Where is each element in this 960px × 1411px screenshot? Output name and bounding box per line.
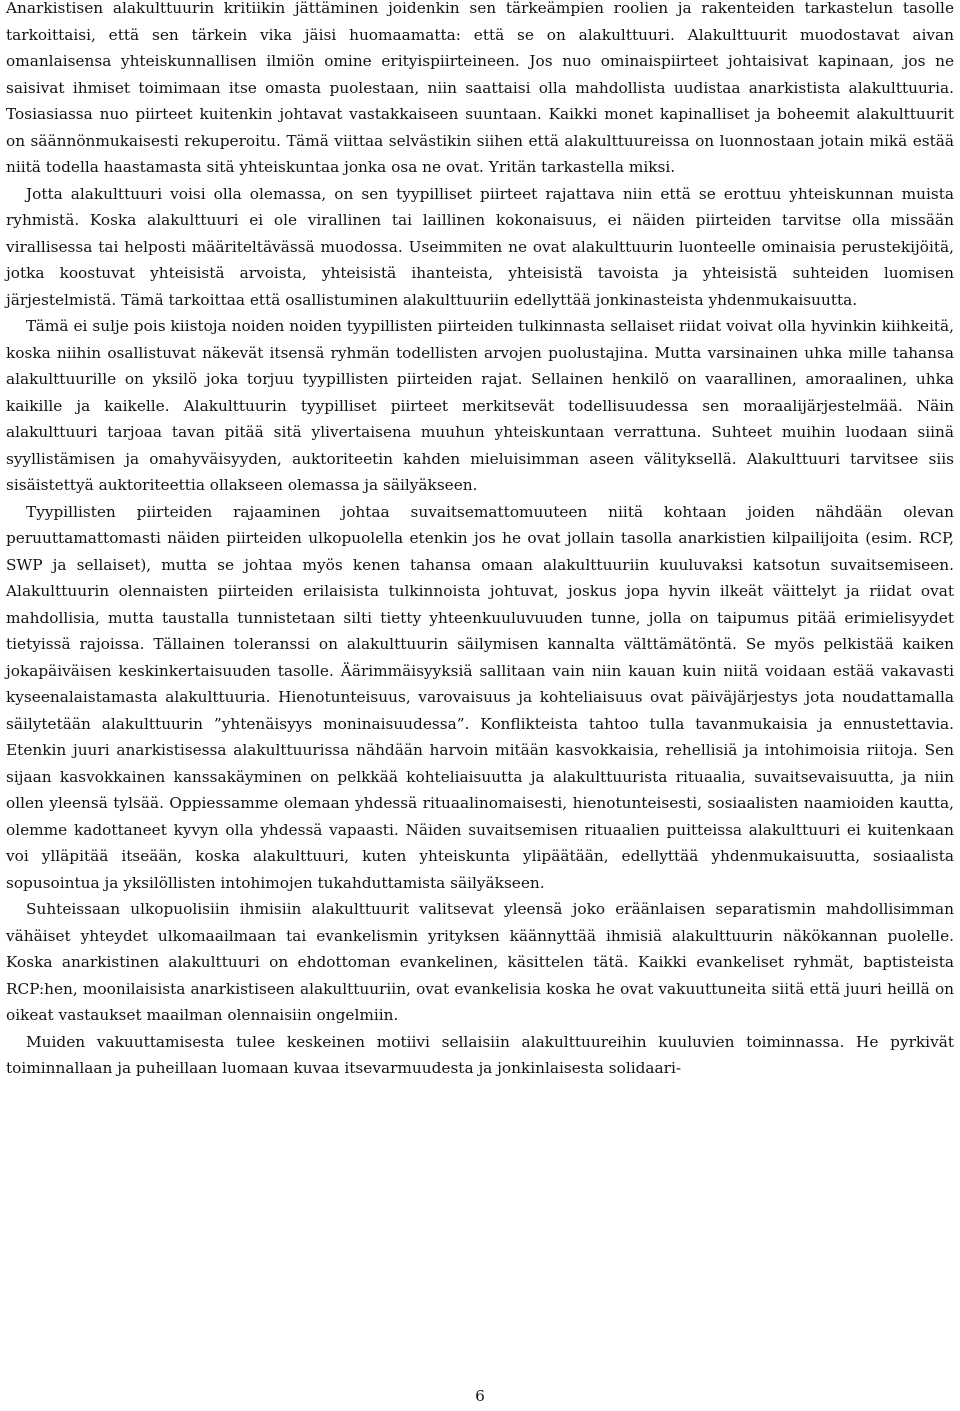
paragraph-3: Tämä ei sulje pois kiistoja noiden noiden tyypillisten piirteiden tulkinnasta sellaiset riidat voivat olla hyvinkin kiihkeitä, koska niihin osallistuvat näkevät itsensä ryhmän todellisten arvojen puolustajina. Mutta varsinainen uhka mille tahansa alakulttuurille on yksilö joka torjuu tyypillisten piirteiden rajat. Sellainen henkilö on vaarallinen, amoraalinen, uhka kaikille ja kaikelle. Alakulttuurin tyypilliset piirteet merkitsevät todellisuudessa sen moraalijärjestelmää. Näin alakulttuuri tarjoaa tavan pitää sitä ylivertaisena muuhun yhteiskuntaan verrattuna. Suhteet muihin luodaan siinä syyllistämisen ja omahyväisyyden, auktoriteetin kahden mieluisimman aseen välityksellä. Alakulttuuri tarvitsee siis sisäistettyä auktoriteettia ollakseen olemassa ja säilyäkseen.: [6, 317, 954, 494]
paragraph-4: Tyypillisten piirteiden rajaaminen johtaa suvaitsemattomuuteen niitä kohtaan joiden nähdään olevan peruuttamattomasti näiden piirteiden ulkopuolella etenkin jos he ovat jollain tasolla anarkistien kilpailijoita (esim. RCP, SWP ja sellaiset), mutta se johtaa myös kenen tahansa omaan alakulttuuriin kuuluvaksi katsotun suvaitsemiseen. Alakulttuurin olennaisten piirteiden erilaisista tulkinnoista johtuvat, joskus jopa hyvin ilkeät väittelyt ja riidat ovat mahdollisia, mutta taustalla tunnistetaan silti tietty yhteenkuuluvuuden tunne, jolla on taipumus pitää erimielisyydet tietyissä rajoissa. Tällainen toleranssi on alakulttuurin säilymisen kannalta välttämätöntä. Se myös pelkistää kaiken jokapäiväisen keskinkertaisuuden tasolle. Äärimmäisyyksiä sallitaan vain niin kauan kuin niitä voidaan estää vakavasti kyseenalaistamasta alakulttuuria. Hienotunteisuus, varovaisuus ja kohteliaisuus ovat päiväjärjestys jota noudattamalla säilytetään alakulttuurin ”yhtenäisyys moninaisuudessa”. Konflikteista tahtoo tulla tavanmukaisia ja ennustettavia. Etenkin juuri anarkistisessa alakulttuurissa nähdään harvoin mitään kasvokkaisia, rehellisiä ja intohimoisia riitoja. Sen sijaan kasvokkainen kanssakäyminen on pelkkää kohteliaisuutta ja alakulttuurista rituaalia, suvaitsevaisuutta, ja niin ollen yleensä tylsää. Oppiessamme olemaan yhdessä rituaalinomaisesti, hienotunteisesti, sosiaalisten naamioiden kautta, olemme kadottaneet kyvyn olla yhdessä vapaasti. Näiden suvaitsemisen rituaalien puitteissa alakulttuuri ei kuitenkaan voi ylläpitää itseään, koska alakulttuuri, kuten yhteiskunta ylipäätään, edellyttää yhdenmukaisuutta, sosiaalista sopusointua ja yksilöllisten intohimojen tukahduttamista säilyäkseen.: [6, 502, 954, 892]
body-text: [6, 0, 954, 1082]
paragraph-1: Anarkistisen alakulttuurin kritiikin jättäminen joidenkin sen tärkeämpien roolien ja rakenteiden tarkastelun tasolle tarkoittaisi, että sen tärkein vika jäisi huomaamatta: että se on alakulttuuri. Alakulttuurit muodostavat aivan omanlaisensa yhteiskunnallisen ilmiön omine erityispiirteineen. Jos nuo ominaispiirteet johtaisivat kapinaan, jos ne saisivat ihmiset toimimaan itse omasta puolestaan, niin saattaisi olla mahdollista uudistaa anarkistista alakulttuuria. Tosiasiassa nuo piirteet kuitenkin johtavat vastakkaiseen suuntaan. Kaikki monet kapinalliset ja boheemit alakulttuurit on säännönmukaisesti rekuperoitu. Tämä viittaa selvästikin siihen että alakulttuureissa on luonnostaan jotain mikä estää niitä todella haastamasta sitä yhteiskuntaa jonka osa ne ovat. Yritän tarkastella miksi.: [6, 0, 954, 176]
paragraph-6: Muiden vakuuttamisesta tulee keskeinen motiivi sellaisiin alakulttuureihin kuuluvien toiminnassa. He pyrkivät toiminnallaan ja puheillaan luomaan kuvaa itsevarmuudesta ja jonkinlaisesta solidaari-: [6, 1032, 954, 1077]
paragraph-2: Jotta alakulttuuri voisi olla olemassa, on sen tyypilliset piirteet rajattava niin että se erottuu yhteiskunnan muista ryhmistä. Koska alakulttuuri ei ole virallinen tai laillinen kokonaisuus, ei näiden piirteiden tarvitse olla missään virallisessa tai helposti määriteltävässä muodossa. Useimmiten ne ovat alakulttuurin luonteelle ominaisia perustekijöitä, jotka koostuvat yhteisistä arvoista, yhteisistä ihanteista, yhteisistä tavoista ja yhteisistä suhteiden luomisen järjestelmistä. Tämä tarkoittaa että osallistuminen alakulttuuriin edellyttää jonkinasteista yhdenmukaisuutta.: [6, 184, 954, 309]
paragraph-5: Suhteissaan ulkopuolisiin ihmisiin alakulttuurit valitsevat yleensä joko eräänlaisen separatismin mahdollisimman vähäiset yhteydet ulkomaailmaan tai evankelismin yrityksen käännyttää ihmisiä alakulttuurin näkökannan puolelle. Koska anarkistinen alakulttuuri on ehdottoman evankelinen, käsittelen tätä. Kaikki evankeliset ryhmät, baptisteista RCP:hen, moonilaisista anarkistiseen alakulttuuriin, ovat evankelisia koska he ovat vakuuttuneita siitä että juuri heillä on oikeat vastaukset maailman olennaisiin ongelmiin.: [6, 900, 954, 1024]
page-number: 6: [475, 1387, 485, 1405]
